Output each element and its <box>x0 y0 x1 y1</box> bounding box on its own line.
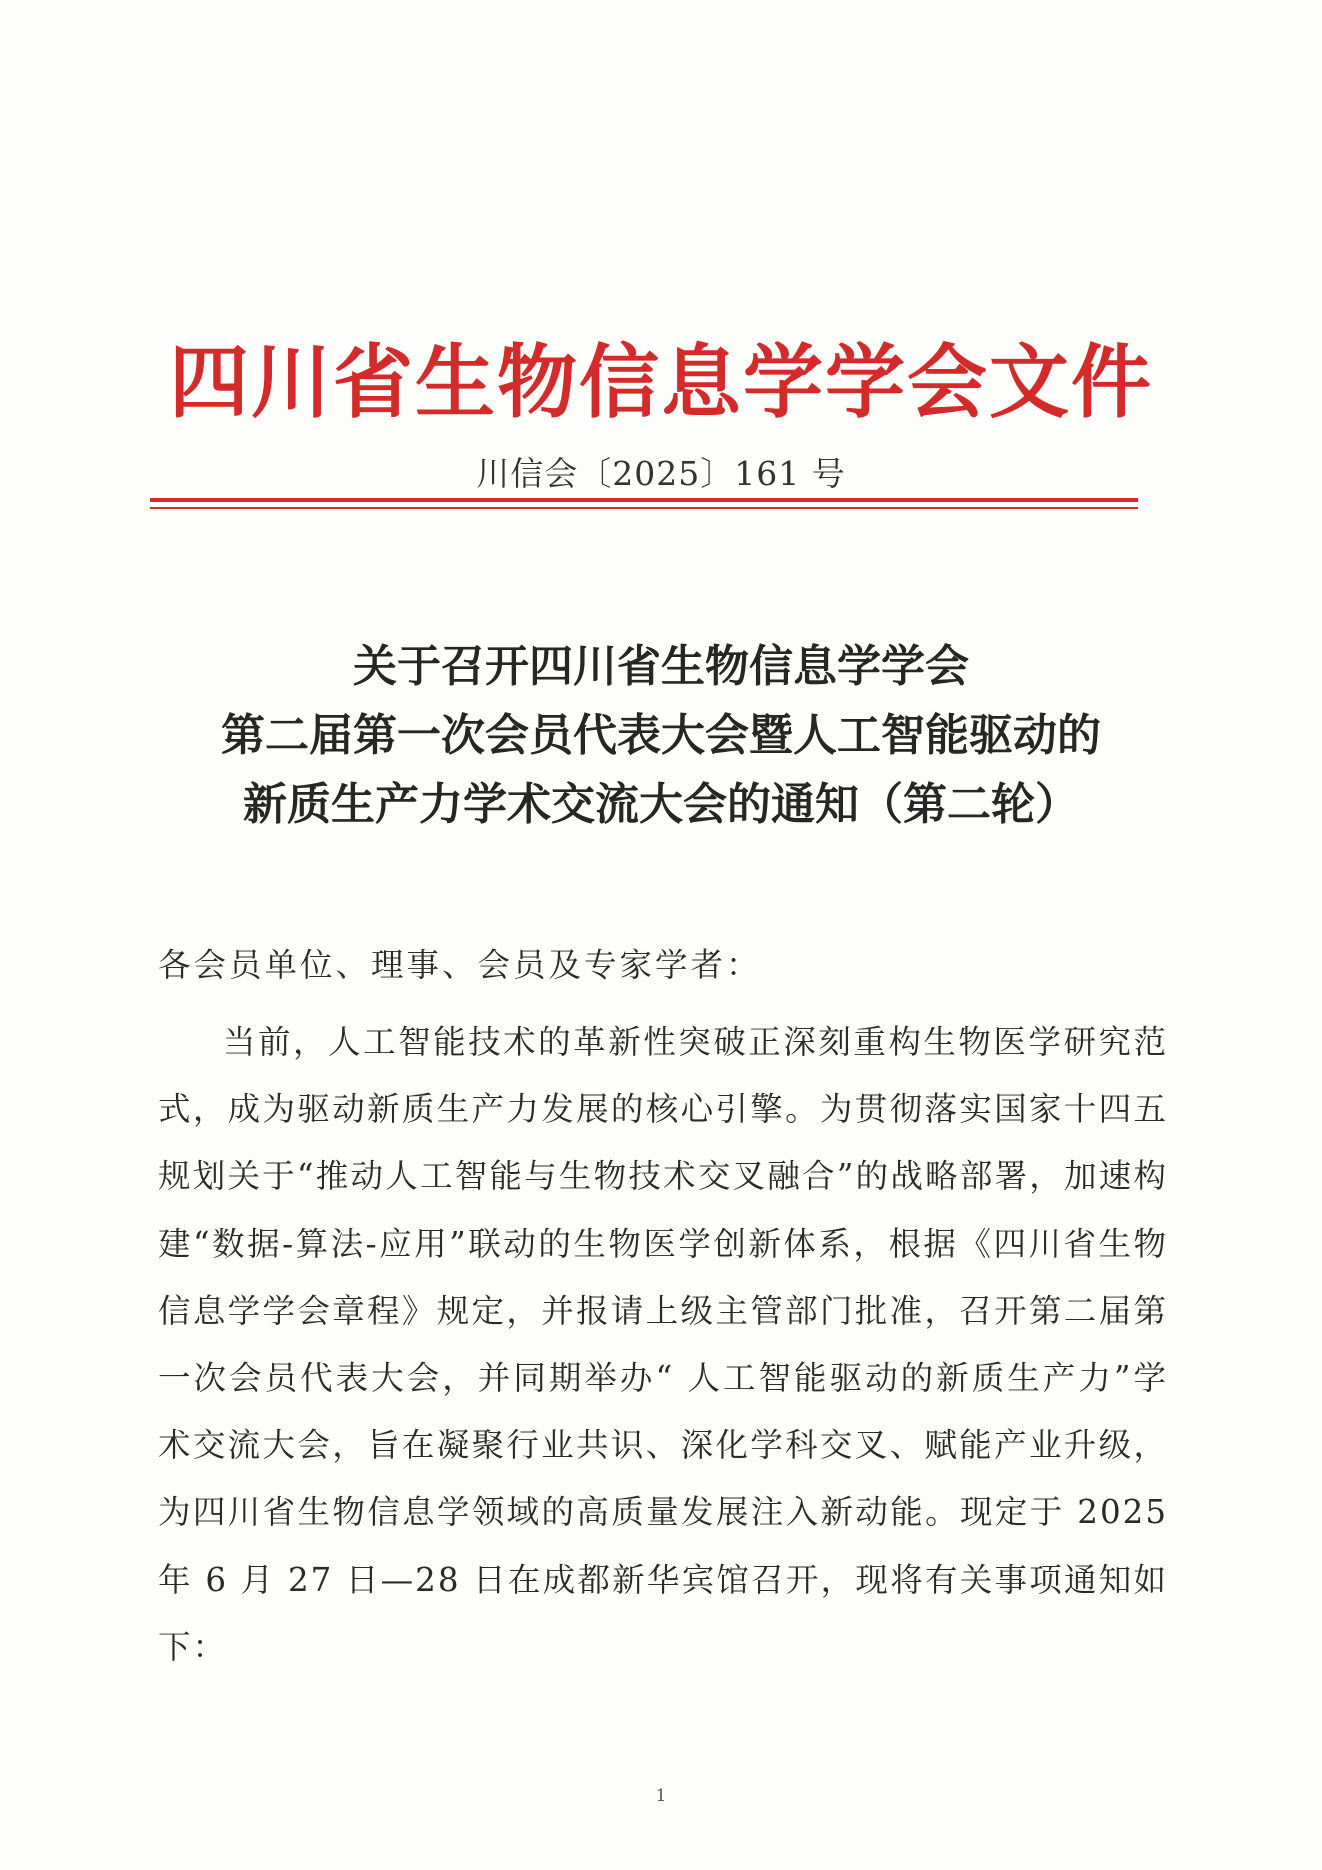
body-paragraph: 当前，人工智能技术的革新性突破正深刻重构生物医学研究范式，成为驱动新质生产力发展的核心引擎。为贯彻落实国家十四五规划关于“推动人工智能与生物技术交叉融合”的战略部署，加速构建“数据-算法-应用”联动的生物医学创新体系，根据《四川省生物信息学学会章程》规定，并报请上级主管部门批准，召开第二届第一次会员代表大会，并同期举办“ 人工智能驱动的新质生产力”学术交流大会，旨在凝聚行业共识、深化学科交叉、赋能产业升级，为四川省生物信息学领域的高质量发展注入新动能。现定于 2025 年 6 月 27 日—28 日在成都新华宾馆召开，现将有关事项通知如下： <box>158 1023 1168 1666</box>
salutation: 各会员单位、理事、会员及专家学者： <box>158 946 762 984</box>
document-number: 川信会〔2025〕161 号 <box>476 454 846 493</box>
org-document-header: 四川省生物信息学学会文件 <box>169 336 1153 429</box>
header-red-rule-thin <box>150 507 1138 509</box>
page-number: 1 <box>655 1786 667 1806</box>
notice-title-line-1: 关于召开四川省生物信息学学会 <box>353 641 969 692</box>
notice-title-line-2: 第二届第一次会员代表大会暨人工智能驱动的 <box>221 710 1101 761</box>
header-red-rule-thick <box>150 498 1138 502</box>
notice-title <box>0 632 1322 839</box>
notice-title-line-3: 新质生产力学术交流大会的通知（第二轮） <box>243 779 1079 830</box>
